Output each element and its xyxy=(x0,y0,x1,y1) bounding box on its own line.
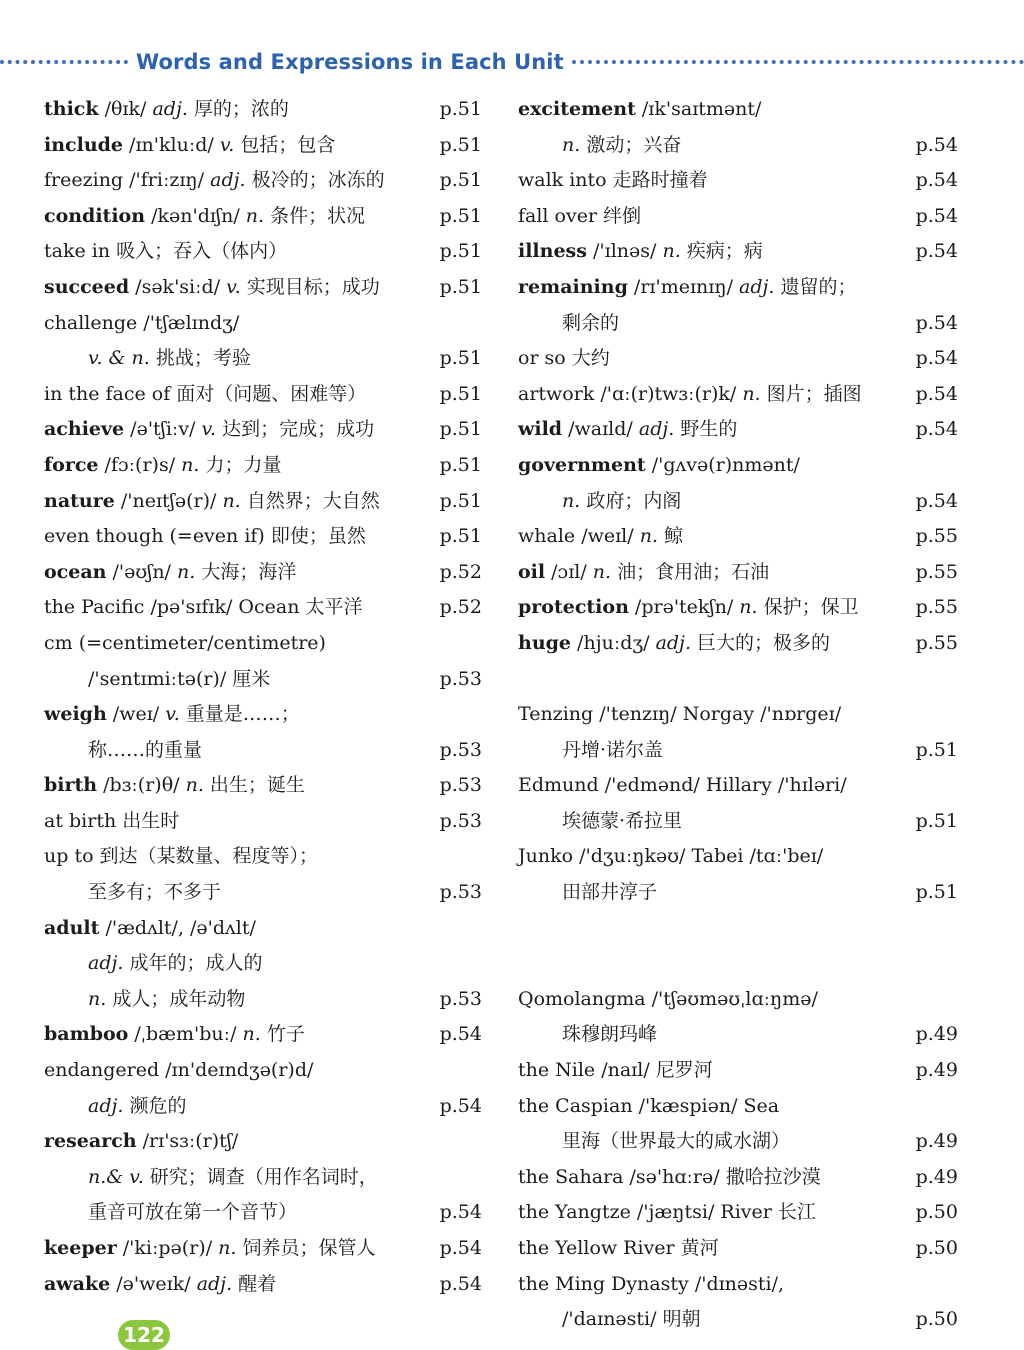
definition: 挑战；考验 xyxy=(149,347,251,370)
page-reference: p.51 xyxy=(439,275,482,298)
entry-text: Junko /'dʒuːŋkəʊ/ Tabei /tɑː'beɪ/ xyxy=(518,845,824,868)
part-of-speech: n. xyxy=(639,525,658,548)
headword: government xyxy=(518,453,646,476)
vocab-entry xyxy=(518,1124,958,1160)
part-of-speech: n. xyxy=(177,560,196,583)
vocab-entry xyxy=(518,519,958,555)
definition: 遗留的； xyxy=(774,275,857,298)
entry-text: 埃德蒙·希拉里 xyxy=(562,809,683,832)
vocab-entry xyxy=(518,234,958,270)
vocab-entry xyxy=(518,1053,958,1089)
vocab-entry xyxy=(44,234,482,270)
part-of-speech: adj. xyxy=(739,275,775,298)
entry-text: 田部井淳子 xyxy=(562,881,658,904)
part-of-speech: n. xyxy=(185,774,204,797)
part-of-speech: n. xyxy=(88,987,107,1010)
definition: 厚的；浓的 xyxy=(187,98,289,120)
page-reference: p.50 xyxy=(915,1201,958,1224)
vocab-entry xyxy=(44,662,482,698)
definition: 醒着 xyxy=(232,1272,277,1295)
vocab-entry xyxy=(44,199,482,235)
vocab-entry xyxy=(44,1124,482,1160)
part-of-speech: n.& v. xyxy=(88,1165,144,1188)
vocab-entry xyxy=(518,804,958,840)
vocab-entry xyxy=(518,839,958,875)
part-of-speech: n. xyxy=(662,240,681,263)
entry-text: /ˌbæm'buː/ xyxy=(128,1023,243,1046)
entry-text: /'sentɪmiːtə(r)/ 厘米 xyxy=(88,667,271,690)
definition: 重量是……； xyxy=(179,703,300,726)
headword: illness xyxy=(518,240,587,263)
entry-text: /'ædʌlt/, /ə'dʌlt/ xyxy=(99,916,256,939)
entry-text: whale /weɪl/ xyxy=(518,525,640,548)
definition: 疾病；病 xyxy=(680,240,763,263)
definition: 自然界；大自然 xyxy=(240,489,380,512)
entry-text: the Yangtze /'jæŋtsi/ River 长江 xyxy=(518,1201,816,1224)
headword: awake xyxy=(44,1272,111,1295)
entry-text: Qomolangma /'tʃəʊməʊˌlɑːŋmə/ xyxy=(518,987,818,1010)
vocab-entry xyxy=(44,839,482,875)
page-reference: p.55 xyxy=(915,596,958,619)
entry-text: artwork /'ɑː(r)twɜː(r)k/ xyxy=(518,382,743,405)
headword: bamboo xyxy=(44,1023,129,1046)
part-of-speech: n. xyxy=(739,596,758,619)
vocab-entry xyxy=(44,163,482,199)
vocab-entry xyxy=(518,1267,958,1303)
vocab-entry xyxy=(44,1160,482,1196)
page-reference: p.51 xyxy=(915,738,958,761)
vocab-entry xyxy=(518,1089,958,1125)
page-reference: p.51 xyxy=(439,418,482,441)
entry-text: 重音可放在第一个音节） xyxy=(88,1201,298,1224)
entry-text: endangered /ɪn'deɪndʒə(r)d/ xyxy=(44,1059,314,1082)
page-reference: p.54 xyxy=(915,489,958,512)
entry-text: 称……的重量 xyxy=(88,738,203,761)
page-reference: p.49 xyxy=(915,1023,958,1046)
page-reference: p.52 xyxy=(439,596,482,619)
entry-text: /sək'siːd/ xyxy=(129,275,227,298)
page-reference: p.55 xyxy=(915,525,958,548)
headword: wild xyxy=(518,418,563,441)
page-number-badge: 122 xyxy=(118,1320,170,1350)
entry-text: even though (=even if) 即使；虽然 xyxy=(44,525,366,548)
entry-text: /weɪ/ xyxy=(106,703,166,726)
page-reference: p.54 xyxy=(439,1023,482,1046)
definition: 巨大的；极多的 xyxy=(690,631,831,654)
vocab-entry xyxy=(44,555,482,591)
page-reference: p.54 xyxy=(915,204,958,227)
headword: achieve xyxy=(44,418,125,441)
vocab-entry xyxy=(44,412,482,448)
entry-text: in the face of 面对（问题、困难等） xyxy=(44,382,367,405)
page-reference: p.54 xyxy=(439,1237,482,1259)
page-reference: p.51 xyxy=(439,347,482,370)
page-reference: p.51 xyxy=(915,881,958,904)
definition: 油；食用油；石油 xyxy=(611,560,770,583)
headword: keeper xyxy=(44,1237,117,1259)
page-reference: p.49 xyxy=(915,1059,958,1082)
vocab-entry xyxy=(44,1195,482,1231)
part-of-speech: adj. xyxy=(88,1094,124,1117)
page-reference: p.53 xyxy=(439,809,482,832)
headword: excitement xyxy=(518,98,636,120)
vocab-entry xyxy=(518,768,958,804)
part-of-speech: v. xyxy=(201,418,217,441)
part-of-speech: adj. xyxy=(210,169,246,192)
part-of-speech: adj. xyxy=(638,418,675,441)
page-reference: p.53 xyxy=(439,881,482,904)
page-reference: p.53 xyxy=(439,987,482,1010)
entry-text: 丹增·诺尔盖 xyxy=(562,738,664,761)
entry-text: /ə'weɪk/ xyxy=(110,1272,197,1295)
vocab-entry xyxy=(44,341,482,377)
vocab-entry xyxy=(518,697,958,733)
vocab-entry xyxy=(44,128,482,164)
entry-text: 珠穆朗玛峰 xyxy=(562,1023,658,1046)
definition: 实现目标；成功 xyxy=(240,275,380,298)
page-reference: p.55 xyxy=(915,631,958,654)
part-of-speech: n. xyxy=(742,382,761,405)
entry-text: /'daɪnəsti/ 明朝 xyxy=(562,1308,701,1331)
entry-text: cm (=centimeter/centimetre) xyxy=(44,631,326,654)
page-reference: p.54 xyxy=(439,1094,482,1117)
entry-text: /ə'tʃiːv/ xyxy=(124,418,202,441)
vocab-entry xyxy=(518,555,958,591)
page-reference: p.54 xyxy=(915,382,958,405)
part-of-speech: v. xyxy=(219,133,235,156)
page-reference: p.52 xyxy=(439,560,482,583)
entry-text: /rɪ'sɜː(r)tʃ/ xyxy=(136,1130,239,1153)
entry-text: /ɪk'saɪtmənt/ xyxy=(635,98,762,120)
vocab-entry xyxy=(44,1231,482,1267)
vocab-entry xyxy=(518,412,958,448)
section-header xyxy=(0,44,1024,80)
vocab-entry xyxy=(518,1195,958,1231)
definition: 饲养员；保管人 xyxy=(236,1237,376,1259)
definition: 大海；海洋 xyxy=(195,560,297,583)
vocab-entry xyxy=(44,448,482,484)
headword: weigh xyxy=(44,703,107,726)
entry-text: 至多有；不多于 xyxy=(88,881,222,904)
headword: oil xyxy=(518,560,546,583)
vocab-entry xyxy=(44,519,482,555)
page-reference: p.51 xyxy=(439,133,482,156)
headword: nature xyxy=(44,489,115,512)
vocab-entry xyxy=(44,377,482,413)
page-reference: p.51 xyxy=(439,489,482,512)
definition: 濒危的 xyxy=(123,1094,187,1117)
part-of-speech: v. xyxy=(226,275,241,298)
vocab-entry xyxy=(518,163,958,199)
vocab-entry xyxy=(44,697,482,733)
part-of-speech: n. xyxy=(562,489,581,512)
headword: huge xyxy=(518,631,572,654)
entry-text: at birth 出生时 xyxy=(44,809,180,832)
headword: force xyxy=(44,453,99,476)
definition: 包括；包含 xyxy=(234,133,336,156)
definition: 力；力量 xyxy=(199,453,282,476)
vocab-entry xyxy=(518,590,958,626)
page-reference: p.54 xyxy=(439,1272,482,1295)
page-reference: p.51 xyxy=(439,240,482,263)
definition: 成年的；成人的 xyxy=(123,952,263,975)
page-reference: p.51 xyxy=(439,169,482,192)
page-reference: p.53 xyxy=(439,738,482,761)
page-reference: p.54 xyxy=(439,1201,482,1224)
entry-text: /hjuːdʒ/ xyxy=(571,631,656,654)
vocab-entry xyxy=(518,484,958,520)
page-reference: p.49 xyxy=(915,1165,958,1188)
entry-text: challenge /'tʃælɪndʒ/ xyxy=(44,311,240,334)
part-of-speech: v. xyxy=(165,703,180,726)
definition: 激动；兴奋 xyxy=(580,133,682,156)
entry-text: /fɔː(r)s/ xyxy=(98,453,182,476)
vocab-column-left xyxy=(44,92,482,1302)
vocab-entry xyxy=(518,377,958,413)
part-of-speech: n. xyxy=(242,1023,261,1046)
page-reference: p.54 xyxy=(915,418,958,441)
vocab-entry xyxy=(44,946,482,982)
headword: adult xyxy=(44,916,100,939)
vocab-entry xyxy=(44,1053,482,1089)
vocab-entry xyxy=(518,875,958,911)
page-reference: p.50 xyxy=(915,1237,958,1259)
vocab-entry xyxy=(518,341,958,377)
vocab-entry xyxy=(518,306,958,342)
page-reference: p.51 xyxy=(439,453,482,476)
definition: 保护；保卫 xyxy=(757,596,859,619)
part-of-speech: adj. xyxy=(152,98,188,120)
entry-text: /θɪk/ xyxy=(98,98,153,120)
part-of-speech: n. xyxy=(592,560,612,583)
page-reference: p.53 xyxy=(439,774,482,797)
page-reference: p.51 xyxy=(915,809,958,832)
vocab-entry xyxy=(44,626,482,662)
vocab-entry xyxy=(518,448,958,484)
vocab-entry xyxy=(44,768,482,804)
definition: 鲸 xyxy=(657,525,684,548)
page-reference: p.54 xyxy=(915,311,958,334)
entry-text: 剩余的 xyxy=(562,311,620,334)
entry-text: up to 到达（某数量、程度等）； xyxy=(44,845,319,868)
definition: 条件；状况 xyxy=(264,204,366,227)
vocab-entry xyxy=(44,733,482,769)
definition: 极冷的；冰冻的 xyxy=(245,169,385,192)
definition: 成人；成年动物 xyxy=(106,987,246,1010)
page-reference: p.49 xyxy=(915,1130,958,1153)
vocab-entry xyxy=(44,1089,482,1125)
page-reference: p.54 xyxy=(915,133,958,156)
headword: succeed xyxy=(44,275,130,298)
definition: 出生；诞生 xyxy=(203,774,305,797)
vocab-entry xyxy=(518,1160,958,1196)
part-of-speech: n. xyxy=(222,489,241,512)
part-of-speech: n. xyxy=(245,204,265,227)
entry-text: the Caspian /'kæspiən/ Sea xyxy=(518,1094,780,1117)
headword: condition xyxy=(44,204,146,227)
entry-text: walk into 走路时撞着 xyxy=(518,169,708,192)
entry-text: the Nile /naɪl/ 尼罗河 xyxy=(518,1059,713,1082)
entry-text: Tenzing /'tenzɪŋ/ Norgay /'nɒrgeɪ/ xyxy=(518,703,842,726)
entry-text: Edmund /'edmənd/ Hillary /'hɪləri/ xyxy=(518,774,847,797)
entry-text: /ɔɪl/ xyxy=(545,560,593,583)
entry-spacer xyxy=(518,662,958,698)
page-reference: p.51 xyxy=(439,98,482,120)
entry-text: /ɪn'kluːd/ xyxy=(123,133,220,156)
entry-text: /bɜː(r)θ/ xyxy=(97,774,186,797)
entry-text: /'ɪlnəs/ xyxy=(586,240,663,263)
entry-text: /rɪ'meɪnɪŋ/ xyxy=(627,275,740,298)
entry-text: the Ming Dynasty /'dɪnəsti/, xyxy=(518,1272,785,1295)
entry-text: /kən'dɪʃn/ xyxy=(145,204,246,227)
vocab-entry xyxy=(44,306,482,342)
header-title: Words and Expressions in Each Unit xyxy=(136,50,564,74)
page-reference: p.54 xyxy=(915,347,958,370)
vocab-entry xyxy=(44,92,482,128)
page-reference: p.51 xyxy=(439,525,482,548)
entry-text: take in 吸入；吞入（体内） xyxy=(44,240,288,263)
entry-text: fall over 绊倒 xyxy=(518,204,642,227)
vocab-entry xyxy=(518,626,958,662)
vocab-entry xyxy=(518,1302,958,1338)
vocab-entry xyxy=(44,484,482,520)
headword: thick xyxy=(44,98,99,120)
entry-text: the Sahara /sə'hɑːrə/ 撒哈拉沙漠 xyxy=(518,1165,821,1188)
vocab-entry xyxy=(518,982,958,1018)
part-of-speech: n. xyxy=(181,453,200,476)
vocab-entry xyxy=(44,1267,482,1303)
entry-text: /'kiːpə(r)/ xyxy=(116,1237,219,1259)
headword: include xyxy=(44,133,124,156)
entry-text: /prə'tekʃn/ xyxy=(628,596,740,619)
vocab-column-right xyxy=(518,92,958,1338)
page-reference: p.53 xyxy=(439,667,482,690)
vocab-entry xyxy=(518,199,958,235)
headword: protection xyxy=(518,596,629,619)
entry-text: or so 大约 xyxy=(518,347,610,370)
part-of-speech: adj. xyxy=(88,952,124,975)
entry-text: freezing /'friːzɪŋ/ xyxy=(44,169,211,192)
definition: 竹子 xyxy=(260,1023,305,1046)
headword: research xyxy=(44,1130,137,1153)
page-reference: p.51 xyxy=(439,204,482,227)
definition: 研究；调查（用作名词时， xyxy=(143,1165,378,1188)
entry-text: /'neɪtʃə(r)/ xyxy=(114,489,223,512)
entry-text: the Pacific /pə'sɪfɪk/ Ocean 太平洋 xyxy=(44,596,363,619)
entry-text: /waɪld/ xyxy=(562,418,639,441)
entry-text: /'əʊʃn/ xyxy=(106,560,177,583)
vocab-entry xyxy=(518,1231,958,1267)
entry-text: /'gʌvə(r)nmənt/ xyxy=(645,453,800,476)
header-dotted-rule-right xyxy=(572,60,1024,64)
headword: birth xyxy=(44,774,98,797)
page-reference: p.54 xyxy=(915,240,958,263)
part-of-speech: adj. xyxy=(196,1272,233,1295)
vocab-entry xyxy=(518,128,958,164)
definition: 达到；完成；成功 xyxy=(216,418,375,441)
headword: ocean xyxy=(44,560,107,583)
entry-text: 里海（世界最大的咸水湖） xyxy=(562,1130,791,1153)
vocab-entry xyxy=(44,590,482,626)
part-of-speech: n. xyxy=(218,1237,237,1259)
vocab-entry xyxy=(44,1017,482,1053)
page-reference: p.55 xyxy=(915,560,958,583)
entry-text: the Yellow River 黄河 xyxy=(518,1237,719,1259)
vocab-entry xyxy=(44,804,482,840)
header-dotted-rule-left xyxy=(0,60,128,64)
definition: 野生的 xyxy=(674,418,738,441)
definition: 图片；插图 xyxy=(760,382,862,405)
page-reference: p.50 xyxy=(915,1308,958,1331)
entry-spacer xyxy=(518,911,958,982)
vocab-entry xyxy=(44,982,482,1018)
part-of-speech: adj. xyxy=(655,631,691,654)
headword: remaining xyxy=(518,275,628,298)
page-reference: p.51 xyxy=(439,382,482,405)
vocab-entry xyxy=(518,270,958,306)
vocab-entry xyxy=(44,875,482,911)
vocab-entry xyxy=(518,1017,958,1053)
vocab-entry xyxy=(44,270,482,306)
vocab-entry xyxy=(44,911,482,947)
page-reference: p.54 xyxy=(915,169,958,192)
part-of-speech: v. & n. xyxy=(88,347,150,370)
vocab-entry xyxy=(518,92,958,128)
part-of-speech: n. xyxy=(562,133,581,156)
vocab-entry xyxy=(518,733,958,769)
definition: 政府；内阁 xyxy=(580,489,682,512)
